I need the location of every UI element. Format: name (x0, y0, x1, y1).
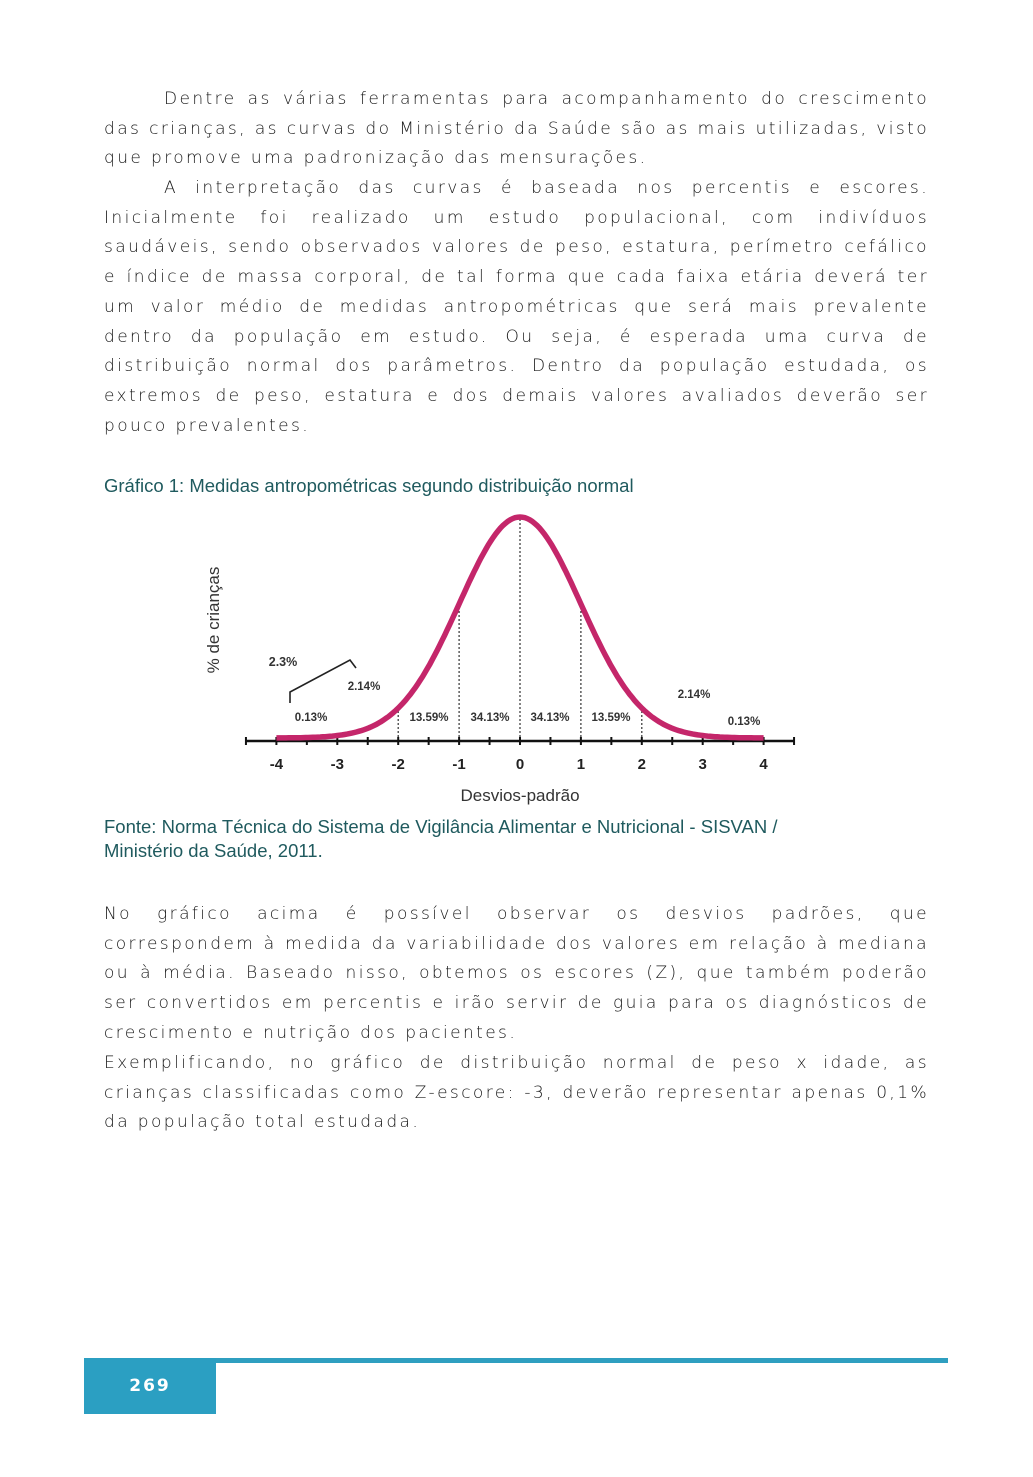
chart-plot (204, 517, 795, 805)
x-tick-label: -4 (269, 756, 284, 773)
region-label: 13.59% (591, 712, 631, 724)
x-tick-label: -1 (452, 756, 466, 773)
paragraph-interpretation (104, 174, 929, 441)
x-tick-label: 2 (637, 756, 646, 773)
region-label: 2.14% (677, 689, 711, 701)
x-tick-label: 0 (515, 756, 525, 773)
y-axis-title: % de crianças (204, 566, 223, 674)
region-label: 2.14% (347, 681, 381, 693)
x-tick-label: 3 (698, 756, 707, 773)
paragraph-interpretation-text: A interpretação das curvas é baseada nos percentis e escores. Inicialmente foi realizado um estudo populacional, com indivíduos saudáveis, sendo observados valores de peso, estatura, perímetro cefálico e índice de massa corporal, de tal forma que cada faixa etária deverá ter um valor médio de medidas antropométricas que será mais prevalente dentro da população em estudo. Ou seja, é esperada uma curva de distribuição normal dos parâmetros. Dentro da população estudada, os extremos de peso, estatura e dos demais valores avaliados deverão ser pouco prevalentes. (104, 178, 929, 436)
region-label: 0.13% (727, 716, 761, 728)
page-number: 269 (129, 1376, 171, 1396)
paragraph-intro-text: Dentre as várias ferramentas para acompanhamento do crescimento das crianças, as curvas do Ministério da Saúde são as mais utilizadas, visto que promove uma padronização das mensurações. (104, 89, 929, 169)
x-tick-label: -3 (330, 756, 344, 773)
region-label: 34.13% (470, 712, 510, 724)
page-number-box (84, 1358, 216, 1414)
paragraph-deviations: No gráfico acima é possível observar os desvios padrões, que correspondem à medida da variabilidade dos valores em relação à mediana ou à média. Baseado nisso, obtemos os escores (Z), que também poderão ser convertidos em percentis e irão servir de guia para os diagnósticos de crescimento e nutrição dos pacientes. (104, 904, 929, 1043)
annotation-2-3-percent: 2.3% (268, 655, 298, 669)
paragraph-intro (104, 85, 929, 174)
x-tick-label: 1 (576, 756, 586, 773)
figure-source (104, 815, 944, 863)
x-tick-label: 4 (759, 756, 768, 773)
region-label: 34.13% (530, 712, 570, 724)
region-label: 13.59% (409, 712, 449, 724)
figure-source-line2: Ministério da Saúde, 2011. (104, 840, 323, 861)
figure-caption: Gráfico 1: Medidas antropométricas segundo distribuição normal (104, 475, 634, 496)
annotation-bracket (290, 660, 356, 703)
x-tick-label: -2 (391, 756, 405, 773)
paragraph-example: Exemplificando, no gráfico de distribuição normal de peso x idade, as crianças classificadas como Z-escore: -3, deverão representar apenas 0,1% da população total estudada. (104, 1053, 929, 1133)
region-label: 0.13% (294, 712, 328, 724)
figure-source-line1: Fonte: Norma Técnica do Sistema de Vigilância Alimentar e Nutricional - SISVAN / (104, 816, 778, 837)
x-axis-title: Desvios-padrão (460, 786, 580, 805)
normal-distribution-chart (190, 500, 810, 810)
